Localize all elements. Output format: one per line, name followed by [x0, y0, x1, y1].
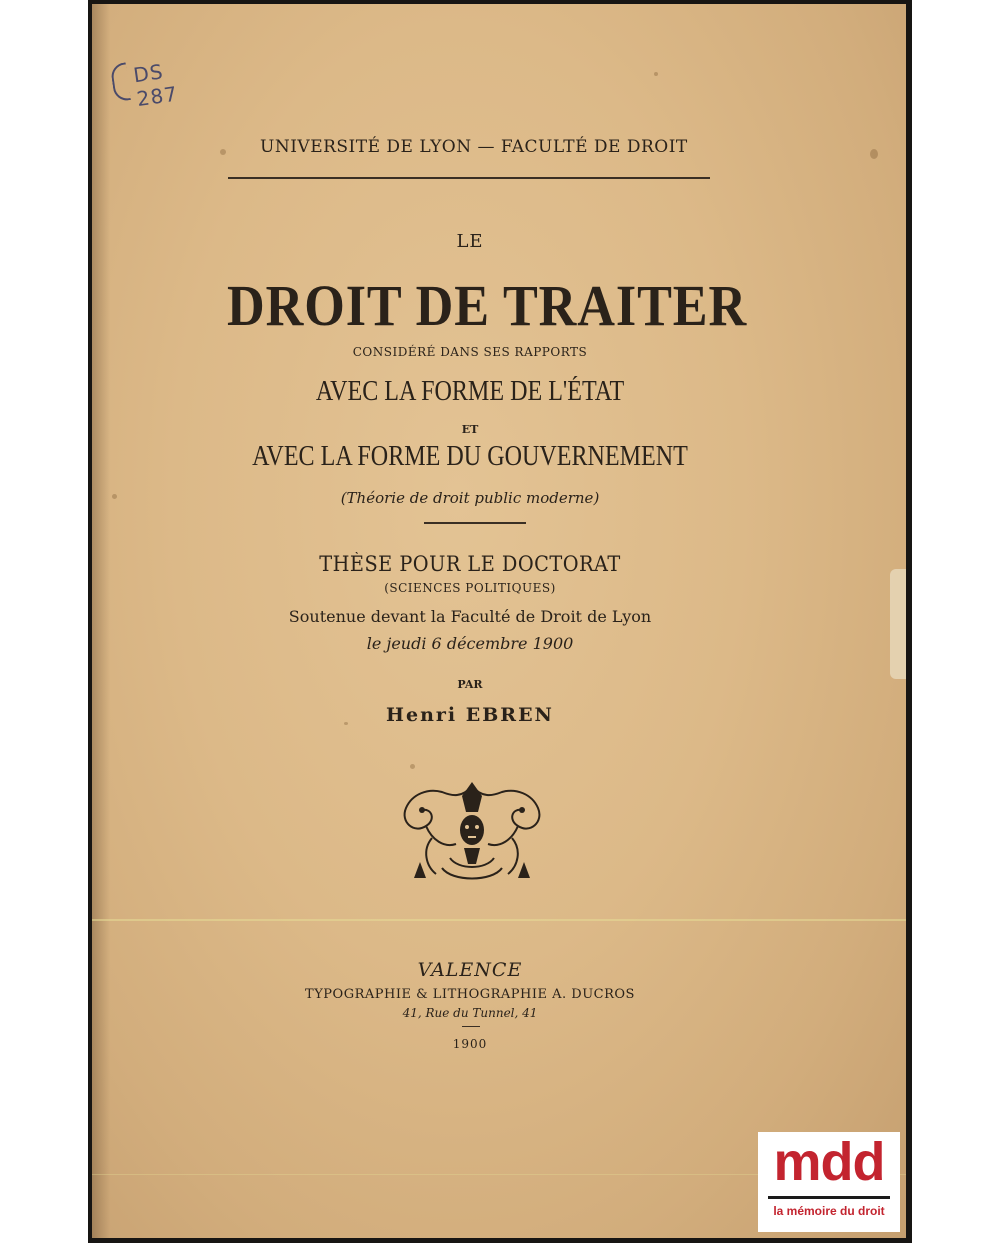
title-prefix: LE — [456, 231, 484, 252]
small-rule — [462, 1026, 480, 1027]
author-name: Henri EBREN — [386, 704, 554, 726]
main-title: DROIT DE TRAITER — [227, 273, 748, 338]
foxing-spot — [112, 494, 117, 499]
printer-name: TYPOGRAPHIE & LITHOGRAPHIE A. DUCROS — [305, 987, 635, 1002]
subtitle-intro: CONSIDÉRÉ DANS SES RAPPORTS — [352, 345, 588, 359]
subtitle-line-2: AVEC LA FORME DU GOUVERNEMENT — [252, 441, 688, 472]
logo-caption: la mémoire du droit — [773, 1204, 885, 1218]
defense-date: le jeudi 6 décembre 1900 — [366, 634, 574, 653]
torn-edge — [890, 569, 906, 679]
printer-address: 41, Rue du Tunnel, 41 — [402, 1006, 538, 1020]
shelfmark-text: DS 287 — [131, 59, 180, 112]
logo-underline — [768, 1196, 890, 1199]
logo-letters: mdd — [773, 1132, 885, 1192]
fold-crease — [92, 919, 906, 921]
publication-year: 1900 — [452, 1037, 488, 1051]
thesis-heading: THÈSE POUR LE DOCTORAT — [319, 552, 621, 576]
foxing-spot — [870, 149, 878, 159]
ornamental-vignette — [392, 778, 552, 888]
subtitle-line-1: AVEC LA FORME DE L'ÉTAT — [315, 376, 625, 407]
foxing-spot — [220, 149, 226, 155]
publication-city: VALENCE — [417, 959, 523, 981]
heading-rule — [228, 177, 710, 179]
spine-shadow — [92, 4, 110, 1238]
university-heading: UNIVERSITÉ DE LYON — FACULTÉ DE DROIT — [260, 137, 688, 157]
foxing-spot — [654, 72, 658, 76]
foxing-spot — [344, 722, 348, 725]
mdd-logo — [758, 1132, 900, 1232]
defense-statement: Soutenue devant la Faculté de Droit de Lyon — [288, 607, 652, 626]
by-label: PAR — [457, 678, 483, 691]
foxing-spot — [410, 764, 415, 769]
theory-note: (Théorie de droit public moderne) — [340, 489, 600, 507]
subtitle-conjunction: ET — [461, 423, 479, 436]
section-rule — [424, 522, 526, 524]
discipline: (SCIENCES POLITIQUES) — [384, 581, 556, 595]
